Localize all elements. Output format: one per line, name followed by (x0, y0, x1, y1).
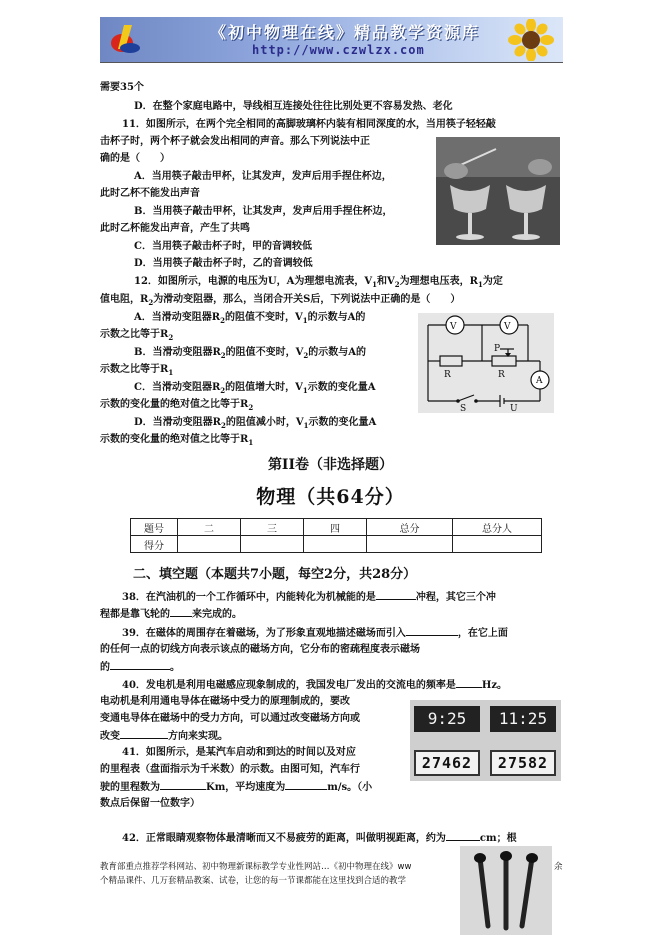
text-line: 程都是靠飞轮的 来完成的。 (100, 609, 242, 620)
table-header-cell: 二 (178, 519, 241, 536)
text-line: 需要35个 (100, 82, 144, 93)
text-line: 的 。 (100, 662, 180, 673)
footer-line-1: 教育部重点推荐学科网站、初中物理新课标教学专业性网站…《初中物理在线》ww (100, 862, 412, 872)
answer-blank[interactable] (170, 607, 192, 617)
text-line: 示数的变化量的绝对值之比等于$R_1$ (100, 434, 254, 447)
header-rule (100, 62, 563, 63)
site-logo-icon (108, 21, 144, 57)
text-line: 的任何一点的切线方向表示该点的磁场方向，它分布的密疏程度表示磁场 (100, 644, 420, 655)
question-11-stem: 11．如图所示，在两个完全相同的高脚玻璃杯内装有相同深度的水，当用筷子轻轻敲 (122, 119, 496, 130)
resistor-r1-label: R (444, 370, 451, 380)
fill-section-title: 二、填空题（本题共7小题，每空2分，共28分） (133, 567, 417, 582)
text-line: 示数之比等于$R_1$ (100, 364, 174, 377)
score-cell[interactable] (453, 536, 542, 553)
table-header-cell: 三 (241, 519, 304, 536)
text-line: 示数之比等于$R_2$ (100, 329, 174, 342)
answer-blank[interactable] (446, 831, 480, 841)
text-line: 的里程表（盘面指示为千米数）的示数。由图可知，汽车行 (100, 764, 360, 775)
end-odometer: 27582 (490, 750, 556, 776)
table-row (131, 536, 542, 553)
option-c-q12: C．当滑动变阻器$R_2$的阻值增大时，$V_1$示数的变化量A (134, 382, 376, 395)
question-41: 41．如图所示，是某汽车启动和到达的时间以及对应 (122, 747, 356, 758)
option-a-q12: A．当滑动变阻器$R_2$的阻值不变时，$V_1$的示数与A的 (134, 312, 366, 325)
banner-title: 《初中物理在线》精品教学资源库 (210, 23, 481, 42)
option-d-q12: D．当滑动变阻器$R_2$的阻值减小时，$V_1$示数的变化量A (134, 417, 377, 430)
text-line: 此时乙杯能发出声音，产生了共鸣 (100, 223, 250, 234)
answer-blank[interactable] (120, 729, 168, 739)
site-banner (100, 17, 563, 62)
score-table (130, 518, 542, 553)
text-line: 示数的变化量的绝对值之比等于$R_2$ (100, 399, 254, 412)
sunflower-icon (503, 19, 559, 61)
text-line: 变通电导体在磁场中的受力方向，可以通过改变磁场方向或 (100, 713, 360, 724)
footer-line-1-tail: 余 (554, 862, 563, 872)
wine-glasses-photo (436, 137, 560, 245)
option-b-q11: B．当用筷子敲击甲杯，让其发声，发声后用手捏住杯边， (134, 206, 393, 217)
voltage-u-label: U (510, 404, 518, 413)
answer-blank[interactable] (285, 780, 327, 790)
text-line: 数点后保留一位数字） (100, 798, 200, 809)
text-line: 值电阻，$R_2$为滑动变阻器，那么，当闭合开关S后，下列说法中正确的是（ ） (100, 294, 461, 307)
option-c-q11: C．当用筷子敲击杯子时，甲的音调较低 (134, 241, 312, 252)
answer-blank[interactable] (456, 678, 482, 688)
sticks-photo (460, 846, 552, 935)
table-header-cell: 题号 (131, 519, 178, 536)
score-cell[interactable] (241, 536, 304, 553)
resistor-r2-label: R (498, 370, 505, 380)
option-d-q11: D．当用筷子敲击杯子时，乙的音调较低 (134, 258, 313, 269)
slider-p-label: P (494, 344, 501, 354)
question-39: 39．在磁体的周围存在着磁场，为了形象直观地描述磁场而引入 ，在它上面 (122, 628, 508, 639)
circuit-diagram (418, 313, 554, 413)
text-line: 击杯子时，两个杯子就会发出相同的声音。那么下列说法中正 (100, 136, 370, 147)
answer-blank[interactable] (160, 780, 206, 790)
score-cell[interactable] (304, 536, 367, 553)
answer-blank[interactable] (406, 626, 458, 636)
table-row (131, 519, 542, 536)
option-d-q10: D．在整个家庭电路中，导线相互连接处往往比别处更不容易发热、老化 (134, 101, 453, 112)
banner-url[interactable]: http://www.czwlzx.com (252, 43, 425, 57)
table-header-cell: 总分人 (453, 519, 542, 536)
answer-blank[interactable] (110, 660, 170, 670)
table-header-cell: 四 (304, 519, 367, 536)
text-line: 改变 方向来实现。 (100, 731, 228, 742)
text-line: 电动机是利用通电导体在磁场中受力的原理制成的，要改 (100, 696, 350, 707)
answer-blank[interactable] (376, 590, 416, 600)
table-row-label: 得分 (131, 536, 178, 553)
physics-title: 物理（共64分） (256, 486, 405, 508)
start-odometer: 27462 (414, 750, 480, 776)
table-header-cell: 总分 (367, 519, 453, 536)
option-a-q11: A．当用筷子敲击甲杯，让其发声，发声后用手捏住杯边， (134, 171, 392, 182)
option-b-q12: B．当滑动变阻器$R_2$的阻值不变时，$V_2$的示数与A的 (134, 347, 367, 360)
voltmeter-v2-label: V (504, 322, 511, 332)
start-clock-display: 9:25 (414, 706, 480, 732)
question-40: 40．发电机是利用电磁感应现象制成的，我国发电厂发出的交流电的频率是 Hz。 (122, 680, 508, 691)
clock-odometer-photo (410, 700, 561, 781)
question-42: 42．正常眼睛观察物体最清晰而又不易疲劳的距离，叫做明视距离，约为 cm；根 (122, 833, 517, 844)
switch-s-label: S (460, 404, 467, 413)
score-cell[interactable] (178, 536, 241, 553)
text-line: 此时乙杯不能发出声音 (100, 188, 200, 199)
end-clock-display: 11:25 (490, 706, 556, 732)
text-line: 驶的里程数为 Km，平均速度为 m/s。（小 (100, 782, 373, 793)
section-2-title: 第II卷（非选择题） (267, 457, 394, 473)
voltmeter-v1-label: V (450, 322, 457, 332)
text-line: 确的是（ ） (100, 153, 170, 164)
ammeter-label: A (536, 376, 543, 386)
score-cell[interactable] (367, 536, 453, 553)
question-38: 38．在汽油机的一个工作循环中，内能转化为机械能的是 冲程，其它三个冲 (122, 592, 496, 603)
question-12-stem: 12．如图所示，电源的电压为U，A为理想电流表，$V_1$和$V_2$为理想电压表，$R_1$为定 (134, 276, 503, 289)
footer-line-2: 个精品课件、几万套精品教案、试卷，让您的每一节课都能在这里找到合适的教学 (100, 876, 407, 886)
